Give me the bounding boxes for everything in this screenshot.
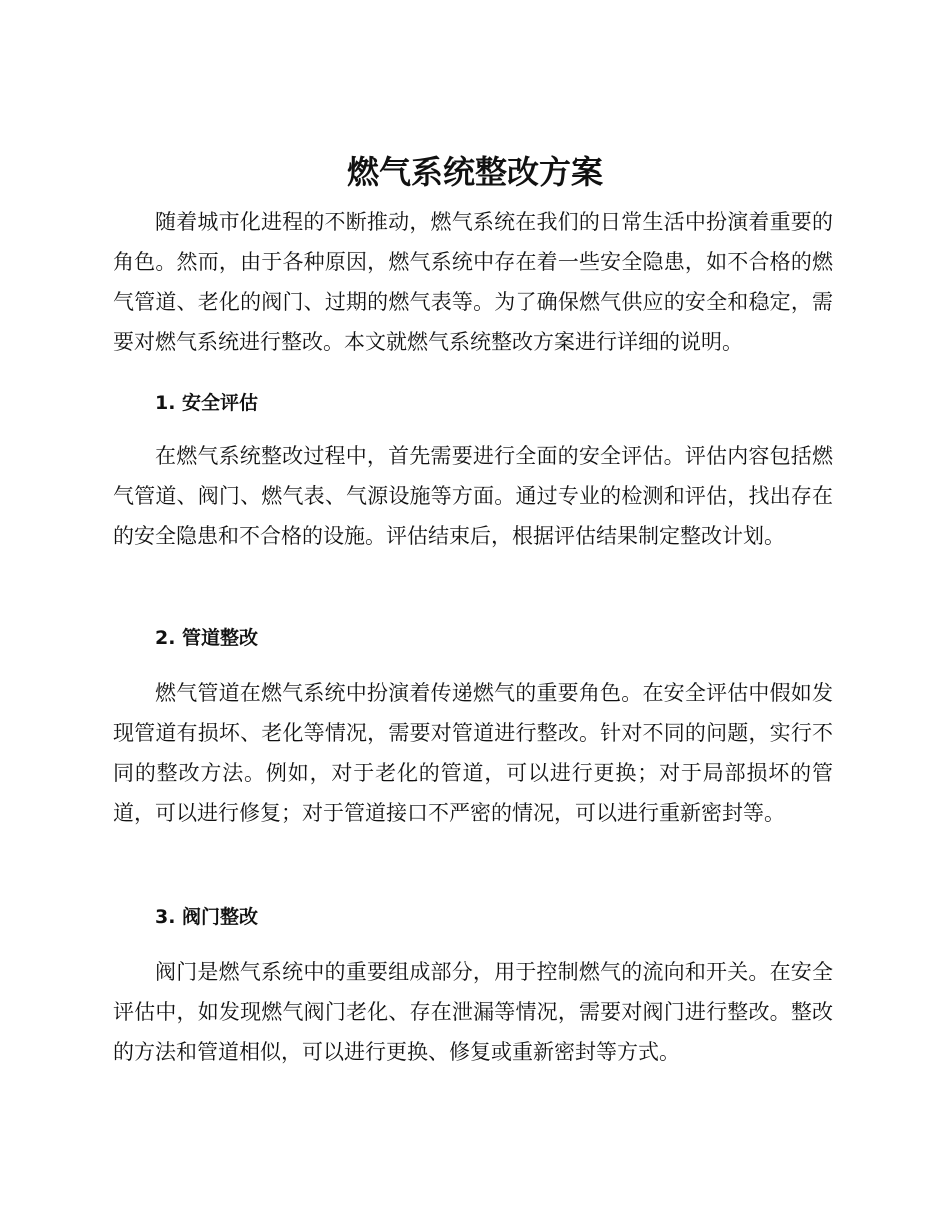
document-title: 燃气系统整改方案 bbox=[346, 153, 603, 191]
section-body-safety-assessment: 在燃气系统整改过程中，首先需要进行全面的安全评估。评估内容包括燃气管道、阀门、燃气表、气源设施等方面。通过专业的检测和评估，找出存在的安全隐患和不合格的设施。评估结束后，根据评估结果制定整改计划。 bbox=[113, 444, 833, 548]
section-heading-valve-rectification: 3. 阀门整改 bbox=[155, 906, 259, 928]
section-heading-safety-assessment: 1. 安全评估 bbox=[155, 392, 259, 414]
section-body-valve-rectification: 阀门是燃气系统中的重要组成部分，用于控制燃气的流向和开关。在安全评估中，如发现燃气阀门老化、存在泄漏等情况，需要对阀门进行整改。整改的方法和管道相似，可以进行更换、修复或重新密封等方式。 bbox=[113, 960, 833, 1064]
section-heading-pipeline-rectification: 2. 管道整改 bbox=[155, 627, 259, 649]
intro-paragraph: 随着城市化进程的不断推动，燃气系统在我们的日常生活中扮演着重要的角色。然而，由于各种原因，燃气系统中存在着一些安全隐患，如不合格的燃气管道、老化的阀门、过期的燃气表等。为了确保燃气供应的安全和稳定，需要对燃气系统进行整改。本文就燃气系统整改方案进行详细的说明。 bbox=[113, 210, 833, 354]
section-body-pipeline-rectification: 燃气管道在燃气系统中扮演着传递燃气的重要角色。在安全评估中假如发现管道有损坏、老化等情况，需要对管道进行整改。针对不同的问题，实行不同的整改方法。例如，对于老化的管道，可以进行更换；对于局部损坏的管道，可以进行修复；对于管道接口不严密的情况，可以进行重新密封等。 bbox=[113, 681, 833, 825]
